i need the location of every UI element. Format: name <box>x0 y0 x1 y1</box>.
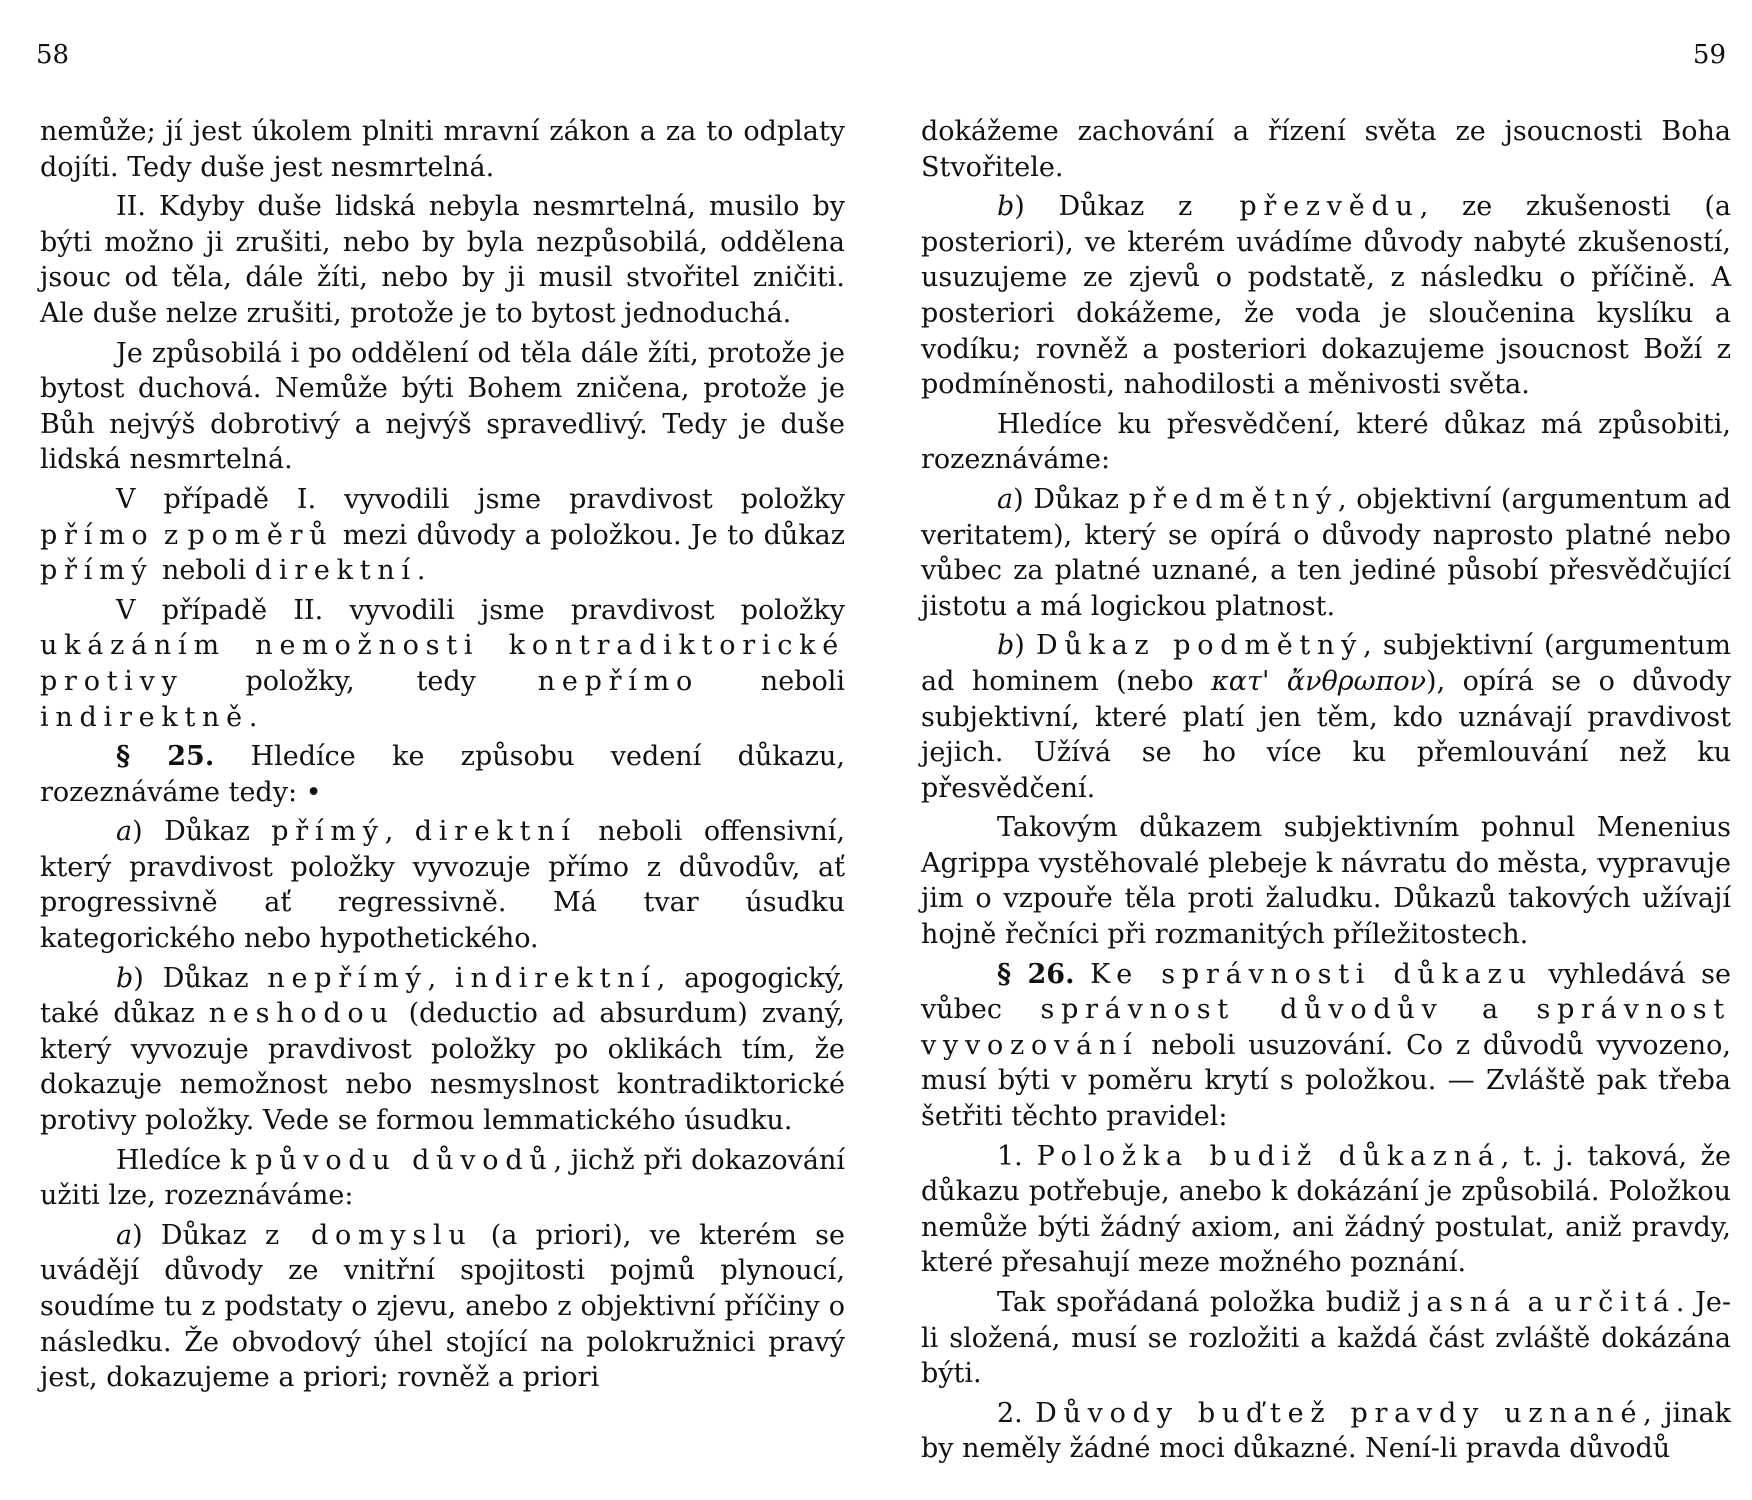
text-run: V případě I. vyvodili jsme pravdivost položky <box>116 483 845 515</box>
paragraph <box>40 114 845 185</box>
paragraph <box>40 1218 845 1396</box>
text-run: Hledíce k <box>116 1144 256 1176</box>
text-run: . <box>416 555 426 587</box>
spaced-emphasis-text: původu důvodů <box>255 1144 554 1176</box>
left-page-text <box>40 114 845 1400</box>
page-number-left: 58 <box>36 40 70 70</box>
text-run: ) <box>1014 630 1036 662</box>
text-run: , subjektivní (argumentum ad hominem (nebo <box>921 630 1731 697</box>
text-run: neboli usuzování. Co z důvodů vyvozeno, musí býti v poměru krytí s položkou. — Zvláště pak třeba šetřiti těchto pravidel: <box>921 1029 1731 1133</box>
text-run: vyhledává se vůbec <box>921 958 1731 1026</box>
paragraph <box>40 814 845 956</box>
text-run: , <box>427 962 456 994</box>
paragraph <box>921 407 1731 478</box>
paragraph <box>40 961 845 1139</box>
text-run: , apogogický, také důkaz <box>40 962 845 1030</box>
spaced-emphasis-text: přímo <box>40 519 155 551</box>
text-run: , objektivní (argumentum ad veritatem), který se opírá o důvody naprosto platné nebo vůbec za platné uznané, a ten jediné působí přesvědčující jistotu a má logickou platnost. <box>921 483 1731 622</box>
text-run: . <box>248 701 258 733</box>
spaced-emphasis-text: jasná <box>1411 1287 1517 1318</box>
text-run: neboli <box>153 555 255 587</box>
paragraph <box>921 189 1731 403</box>
italic-text: b <box>116 962 134 994</box>
paragraph <box>40 739 845 810</box>
text-run: nemůže; jí jest úkolem plniti mravní zákon a za to odplaty dojíti. Tedy duše jest nesmrtelná. <box>40 116 845 183</box>
italic-text: b <box>997 191 1015 223</box>
text-run: (a priori), ve kterém se uvádějí důvody ze vnitřní spojitosti pojmů plynoucí, soudíme tu z podstaty o zjevu, anebo z objektivní příčiny o následku. Že obvodový úhel stojící na polokružnici pravý jest, dokazujeme a priori; rovněž a priori <box>40 1219 846 1394</box>
text-run: Takovým důkazem subjektivním pohnul Menenius Agrippa vystěhovalé plebeje k návratu do města, vypravuje jim o vzpouře těla proti žaludku. Důkazů takových užívají hojně řečníci při rozmanitých příležitostech. <box>921 812 1732 951</box>
italic-text: a <box>116 1219 133 1251</box>
spaced-emphasis-text: z přezvědu <box>1177 191 1420 223</box>
italic-text: κατ' ἄνθρωπον <box>1211 665 1427 697</box>
paragraph <box>921 1285 1731 1392</box>
text-run: Hledíce ke způsobu vedení důkazu, rozeznáváme tedy: • <box>40 741 845 808</box>
text-run: 1. <box>997 1140 1037 1172</box>
spaced-emphasis-text: poměrů <box>187 519 334 551</box>
text-run: , <box>384 816 415 848</box>
paragraph <box>921 810 1731 952</box>
text-run: neboli <box>699 665 845 697</box>
text-run: II. Kdyby duše lidská nebyla nesmrtelná, musilo by býti možno ji zrušiti, nebo by byla nezpůsobilá, oddělena jsouc od těla, dále žíti, nebo by ji musil stvořitel zničiti. Ale duše nelze zrušiti, protože je to bytost jednoduchá. <box>40 191 845 329</box>
spaced-emphasis-text: z domyslu <box>264 1219 473 1251</box>
paragraph <box>40 336 845 478</box>
paragraph <box>921 114 1731 185</box>
section-mark: § 25. <box>116 741 215 773</box>
spaced-emphasis-text: Důvody buďtež pravdy uznané <box>1035 1397 1644 1429</box>
text-run: a <box>1516 1287 1555 1318</box>
spaced-emphasis-text: ukázáním nemožnosti kontradiktorické protivy <box>40 630 845 697</box>
italic-text: a <box>116 816 133 848</box>
spaced-emphasis-text: Ke správnosti důkazu <box>1090 958 1533 990</box>
spaced-emphasis-text: Položka budiž důkazná <box>1036 1140 1501 1172</box>
paragraph <box>921 957 1731 1135</box>
text-run: (deductio ad absurdum) zvaný, který vyvozuje pravdivost položky po oklikách tím, že dokazuje nemožnost nebo nesmyslnost kontradiktorické protivy položky. Vede se formou lemmatického úsudku. <box>40 998 845 1137</box>
text-run: , t. j. taková, že důkazu potřebuje, anebo k dokázání je způsobilá. Položkou nemůže býti žádný axiom, ani žádný postulat, aniž pravdy, které přesahují meze možného poznání. <box>921 1140 1732 1279</box>
text-run: Tak spořádaná položka budiž <box>997 1287 1412 1318</box>
text-run: Hledíce ku přesvědčení, které důkaz má způsobiti, rozeznáváme: <box>921 408 1731 476</box>
text-run: , jichž při dokazování užiti lze, rozeznáváme: <box>40 1144 845 1212</box>
paragraph <box>921 482 1731 624</box>
text-run: ) Důkaz <box>1013 483 1129 515</box>
text-run: neboli offensivní, který pravdivost položky vyvozuje přímo z důvodův, ať progressivně ať regressivně. Má tvar úsudku kategorického nebo hypothetického. <box>40 816 846 955</box>
text-run: položky, tedy <box>183 665 538 697</box>
text-run: z <box>154 519 188 551</box>
text-run: ) Důkaz <box>1014 191 1178 223</box>
spaced-emphasis-text: správnost důvodův <box>1040 994 1444 1026</box>
paragraph <box>40 189 845 331</box>
text-run <box>1074 959 1090 990</box>
text-run: 2. <box>997 1397 1036 1429</box>
spaced-emphasis-text: přímý <box>271 816 385 848</box>
section-mark: § 26. <box>997 958 1075 990</box>
paragraph <box>40 1143 845 1214</box>
spaced-emphasis-text: správnost vyvozování <box>921 994 1731 1061</box>
spaced-emphasis-text: neshodou <box>208 998 395 1030</box>
text-run: ) Důkaz <box>132 816 272 848</box>
right-page-text <box>921 114 1731 1471</box>
text-run: ), opírá se o důvody subjektivní, které platí jen těm, kdo uznávají pravdivost jejich. Užívá se ho více ku přemlouvání než ku přesvědčení. <box>921 665 1732 804</box>
italic-text: a <box>997 483 1014 515</box>
page-number-right: 59 <box>1692 40 1726 70</box>
text-run: , jinak by neměly žádné moci důkazné. Není-li pravda důvodů <box>921 1397 1731 1465</box>
paragraph <box>40 482 845 589</box>
text-run: ) Důkaz <box>133 962 268 994</box>
spaced-emphasis-text: direktní <box>254 555 417 587</box>
italic-text: b <box>997 630 1015 662</box>
spaced-emphasis-text: indirektně <box>40 701 249 733</box>
spaced-emphasis-text: direktní <box>414 816 577 848</box>
spaced-emphasis-text: Důkaz podmětný <box>1035 630 1364 662</box>
text-run: a <box>1443 994 1537 1026</box>
paragraph <box>40 593 845 735</box>
spaced-emphasis-text: indirektní <box>455 962 657 994</box>
spaced-emphasis-text: nepřímý <box>267 962 428 994</box>
spaced-emphasis-text: přímý <box>40 555 154 587</box>
spaced-emphasis-text: určitá <box>1554 1287 1676 1318</box>
spaced-emphasis-text: předmětný <box>1128 483 1338 515</box>
text-run: Je způsobilá i po oddělení od těla dále žíti, protože je bytost duchová. Nemůže býti Bohem zničena, protože je Bůh nejvýš dobrotivý a nejvýš spravedlivý. Tedy je duše lidská nesmrtelná. <box>40 337 845 476</box>
text-run: V případě II. vyvodili jsme pravdivost položky <box>116 594 845 626</box>
spaced-emphasis-text: nepřímo <box>537 665 700 697</box>
text-run: . Je-li složená, musí se rozložiti a každá část zvláště dokázána býti. <box>921 1287 1731 1390</box>
text-run: mezi důvody a položkou. Je to důkaz <box>333 519 846 551</box>
paragraph <box>921 1139 1731 1281</box>
paragraph <box>921 1396 1731 1467</box>
paragraph <box>921 628 1731 806</box>
text-run: , ze zkušenosti (a posteriori), ve kterém uvádíme důvody nabyté zkušeností, usuzujeme ze zjevů o podstatě, z následku o příčině. A posteriori dokážeme, že voda je sloučenina kyslíku a vodíku; rovněž a posteriori dokazujeme jsoucnost Boží z podmíněnosti, nahodilosti a měnivosti světa. <box>921 191 1731 401</box>
text-run: dokážeme zachování a řízení světa ze jsoucnosti Boha Stvořitele. <box>921 116 1731 183</box>
text-run: ) Důkaz <box>132 1219 265 1251</box>
